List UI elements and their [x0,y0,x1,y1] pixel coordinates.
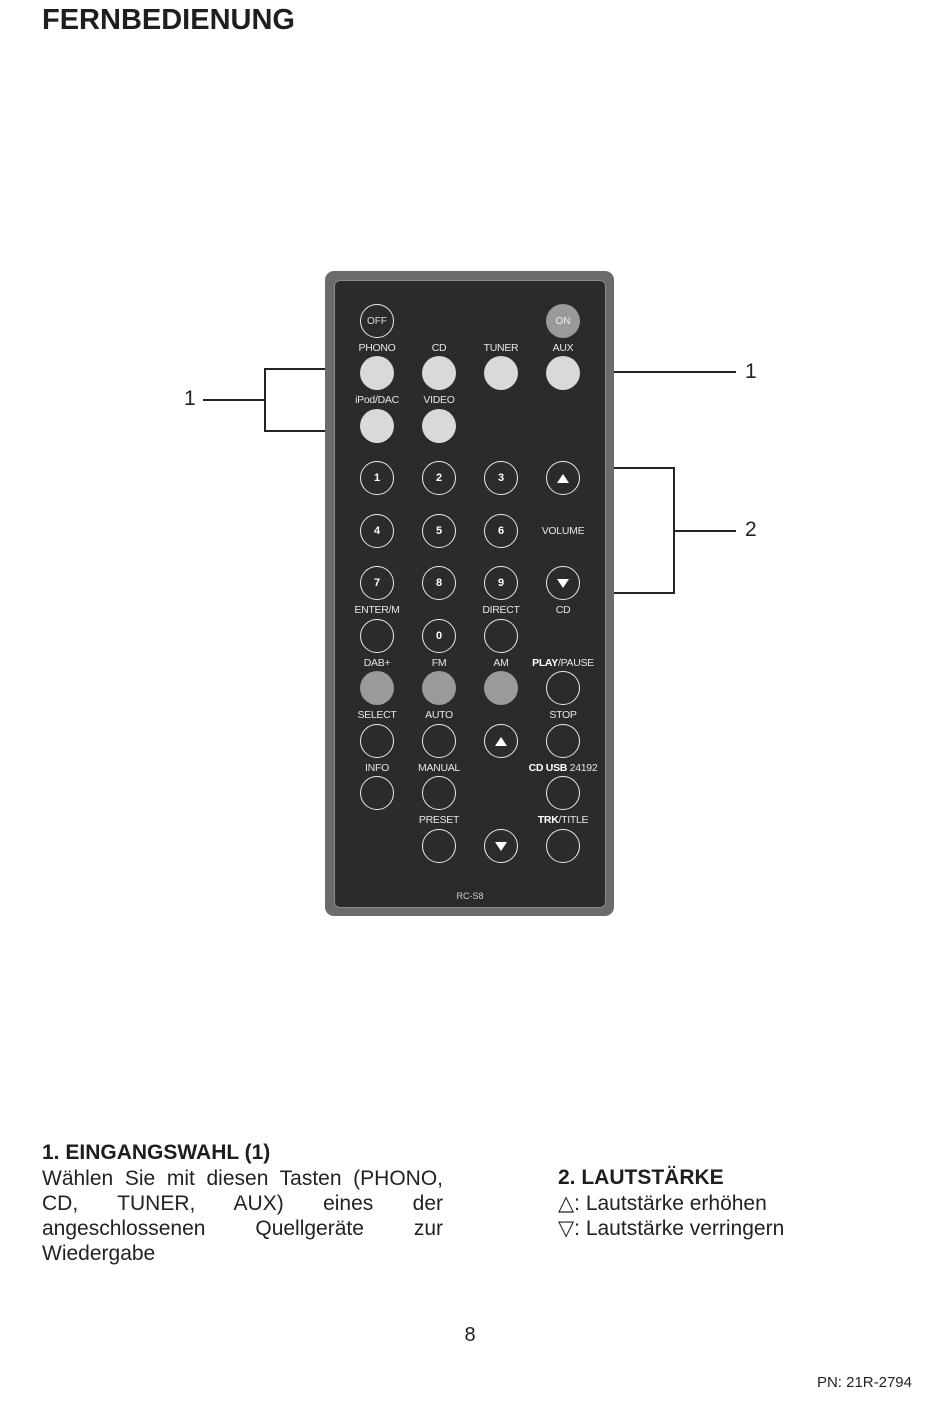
manual-button[interactable] [422,776,456,810]
dab-label: DAB+ [363,657,391,669]
number-6-button[interactable]: 6 [484,514,518,548]
stop-button[interactable] [546,724,580,758]
triangle-down-icon [495,842,507,851]
number-1-button[interactable]: 1 [360,461,394,495]
phono-label: PHONO [358,342,396,354]
auto-label: AUTO [425,709,453,721]
page-title: FERNBEDIENUNG [42,4,295,36]
section-1-text: Wählen Sie mit diesen Tasten (PHONO, CD, TUNER, AUX) eines der angeschlossenen Quellgeräte zur Wiedergabe [42,1167,443,1265]
cd-button[interactable] [422,356,456,390]
ipod-dac-label: iPod/DAC [355,394,399,406]
triangle-down-outline-icon: ▽ [558,1217,575,1240]
cd-group-label: CD [555,604,571,616]
callout-left-1: 1 [184,387,196,410]
info-label: INFO [365,762,389,774]
part-number: PN: 21R-2794 [816,1374,912,1391]
phono-button[interactable] [360,356,394,390]
section-1-heading: 1. EINGANGSWAHL (1) [42,1141,271,1164]
cd-usb-label: CD USB 24192 [528,762,598,774]
callout-right-2: 2 [745,518,757,541]
triangle-up-icon [495,737,507,746]
tune-down-button[interactable] [484,829,518,863]
select-button[interactable] [360,724,394,758]
enter-button[interactable] [360,619,394,653]
am-label: AM [493,657,509,669]
number-2-button[interactable]: 2 [422,461,456,495]
off-label: OFF [367,315,387,327]
number-9-button[interactable]: 9 [484,566,518,600]
volume-up-button[interactable] [546,461,580,495]
fm-label: FM [431,657,447,669]
cd-label: CD [431,342,447,354]
video-button[interactable] [422,409,456,443]
cd-usb-button[interactable] [546,776,580,810]
on-label: ON [555,315,571,327]
off-button[interactable] [360,304,394,338]
play-pause-label: PLAY/PAUSE [532,657,594,669]
number-8-button[interactable]: 8 [422,566,456,600]
number-7-button[interactable]: 7 [360,566,394,600]
manual-label: MANUAL [418,762,460,774]
preset-button[interactable] [422,829,456,863]
triangle-down-icon [557,579,569,588]
tuner-button[interactable] [484,356,518,390]
trk-title-button[interactable] [546,829,580,863]
play-pause-button[interactable] [546,671,580,705]
volume-down-button[interactable] [546,566,580,600]
volume-up-line: △: Lautstärke erhöhen [558,1192,767,1215]
enter-label: ENTER/M [354,604,400,616]
triangle-up-outline-icon: △ [558,1192,575,1215]
volume-down-line: ▽: Lautstärke verringern [558,1217,785,1240]
tuner-label: TUNER [483,342,519,354]
tune-up-button[interactable] [484,724,518,758]
number-5-button[interactable]: 5 [422,514,456,548]
aux-button[interactable] [546,356,580,390]
volume-bracket [614,468,674,593]
section-2-heading: 2. LAUTSTÄRKE [558,1166,724,1189]
trk-title-label: TRK/TITLE [537,814,589,826]
number-0-button[interactable]: 0 [422,619,456,653]
preset-label: PRESET [418,814,460,826]
number-3-button[interactable]: 3 [484,461,518,495]
model-label: RC-S8 [456,891,484,901]
number-4-button[interactable]: 4 [360,514,394,548]
left-input-bracket [265,369,326,431]
ipod-dac-button[interactable] [360,409,394,443]
triangle-up-icon [557,474,569,483]
on-button[interactable] [546,304,580,338]
auto-button[interactable] [422,724,456,758]
stop-label: STOP [549,709,577,721]
direct-label: DIRECT [482,604,520,616]
direct-button[interactable] [484,619,518,653]
select-label: SELECT [357,709,397,721]
aux-label: AUX [552,342,574,354]
fm-button[interactable] [422,671,456,705]
dab-button[interactable] [360,671,394,705]
info-button[interactable] [360,776,394,810]
callout-right-1: 1 [745,360,757,383]
am-button[interactable] [484,671,518,705]
video-label: VIDEO [423,394,455,406]
volume-label: VOLUME [541,525,585,537]
page-number: 8 [464,1324,476,1346]
